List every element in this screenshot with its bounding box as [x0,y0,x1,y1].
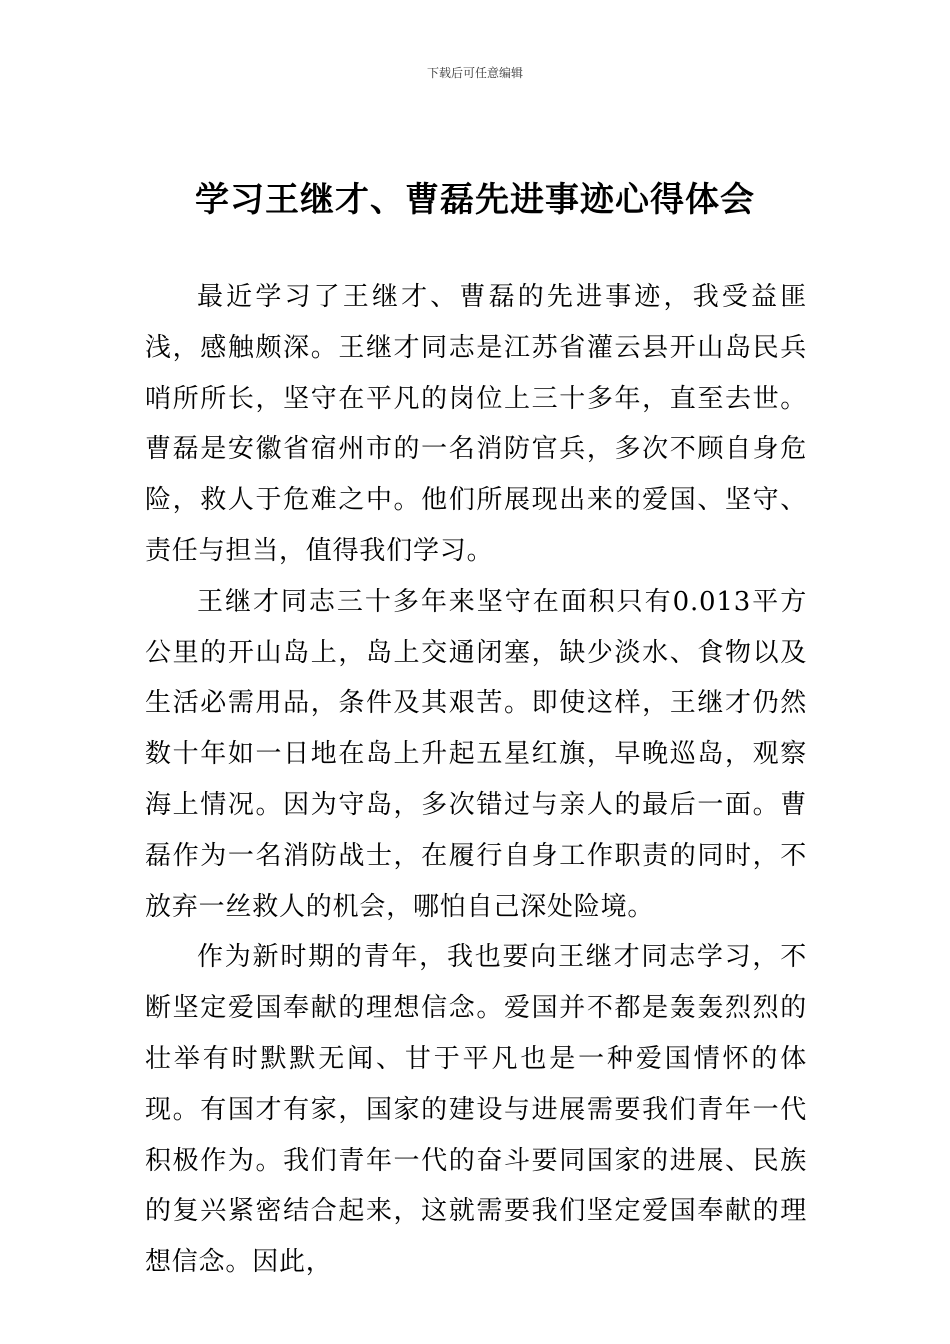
document-body [145,272,807,1288]
document-title: 学习王继才、曹磊先进事迹心得体会 [195,180,755,220]
header-note: 下载后可任意编辑 [426,66,523,80]
paragraph-1: 最近学习了王继才、曹磊的先进事迹，我受益匪浅，感触颇深。王继才同志是江苏省灌云县开山岛民兵哨所所长，坚守在平凡的岗位上三十多年，直至去世。曹磊是安徽省宿州市的一名消防官兵，多次不顾自身危险，救人于危难之中。他们所展现出来的爱国、坚守、责任与担当，值得我们学习。 [145,282,807,566]
paragraph-2: 王继才同志三十多年来坚守在面积只有0.013平方公里的开山岛上，岛上交通闭塞，缺少淡水、食物以及生活必需用品，条件及其艰苦。即使这样，王继才仍然数十年如一日地在岛上升起五星红旗，早晚巡岛，观察海上情况。因为守岛，多次错过与亲人的最后一面。曹磊作为一名消防战士，在履行自身工作职责的同时，不放弃一丝救人的机会，哪怕自己深处险境。 [145,586,807,922]
paragraph-3: 作为新时期的青年，我也要向王继才同志学习，不断坚定爱国奉献的理想信念。爱国并不都是轰轰烈烈的壮举有时默默无闻、甘于平凡也是一种爱国情怀的体现。有国才有家，国家的建设与进展需要我们青年一代积极作为。我们青年一代的奋斗要同国家的进展、民族的复兴紧密结合起来，这就需要我们坚定爱国奉献的理想信念。因此， [145,942,807,1278]
